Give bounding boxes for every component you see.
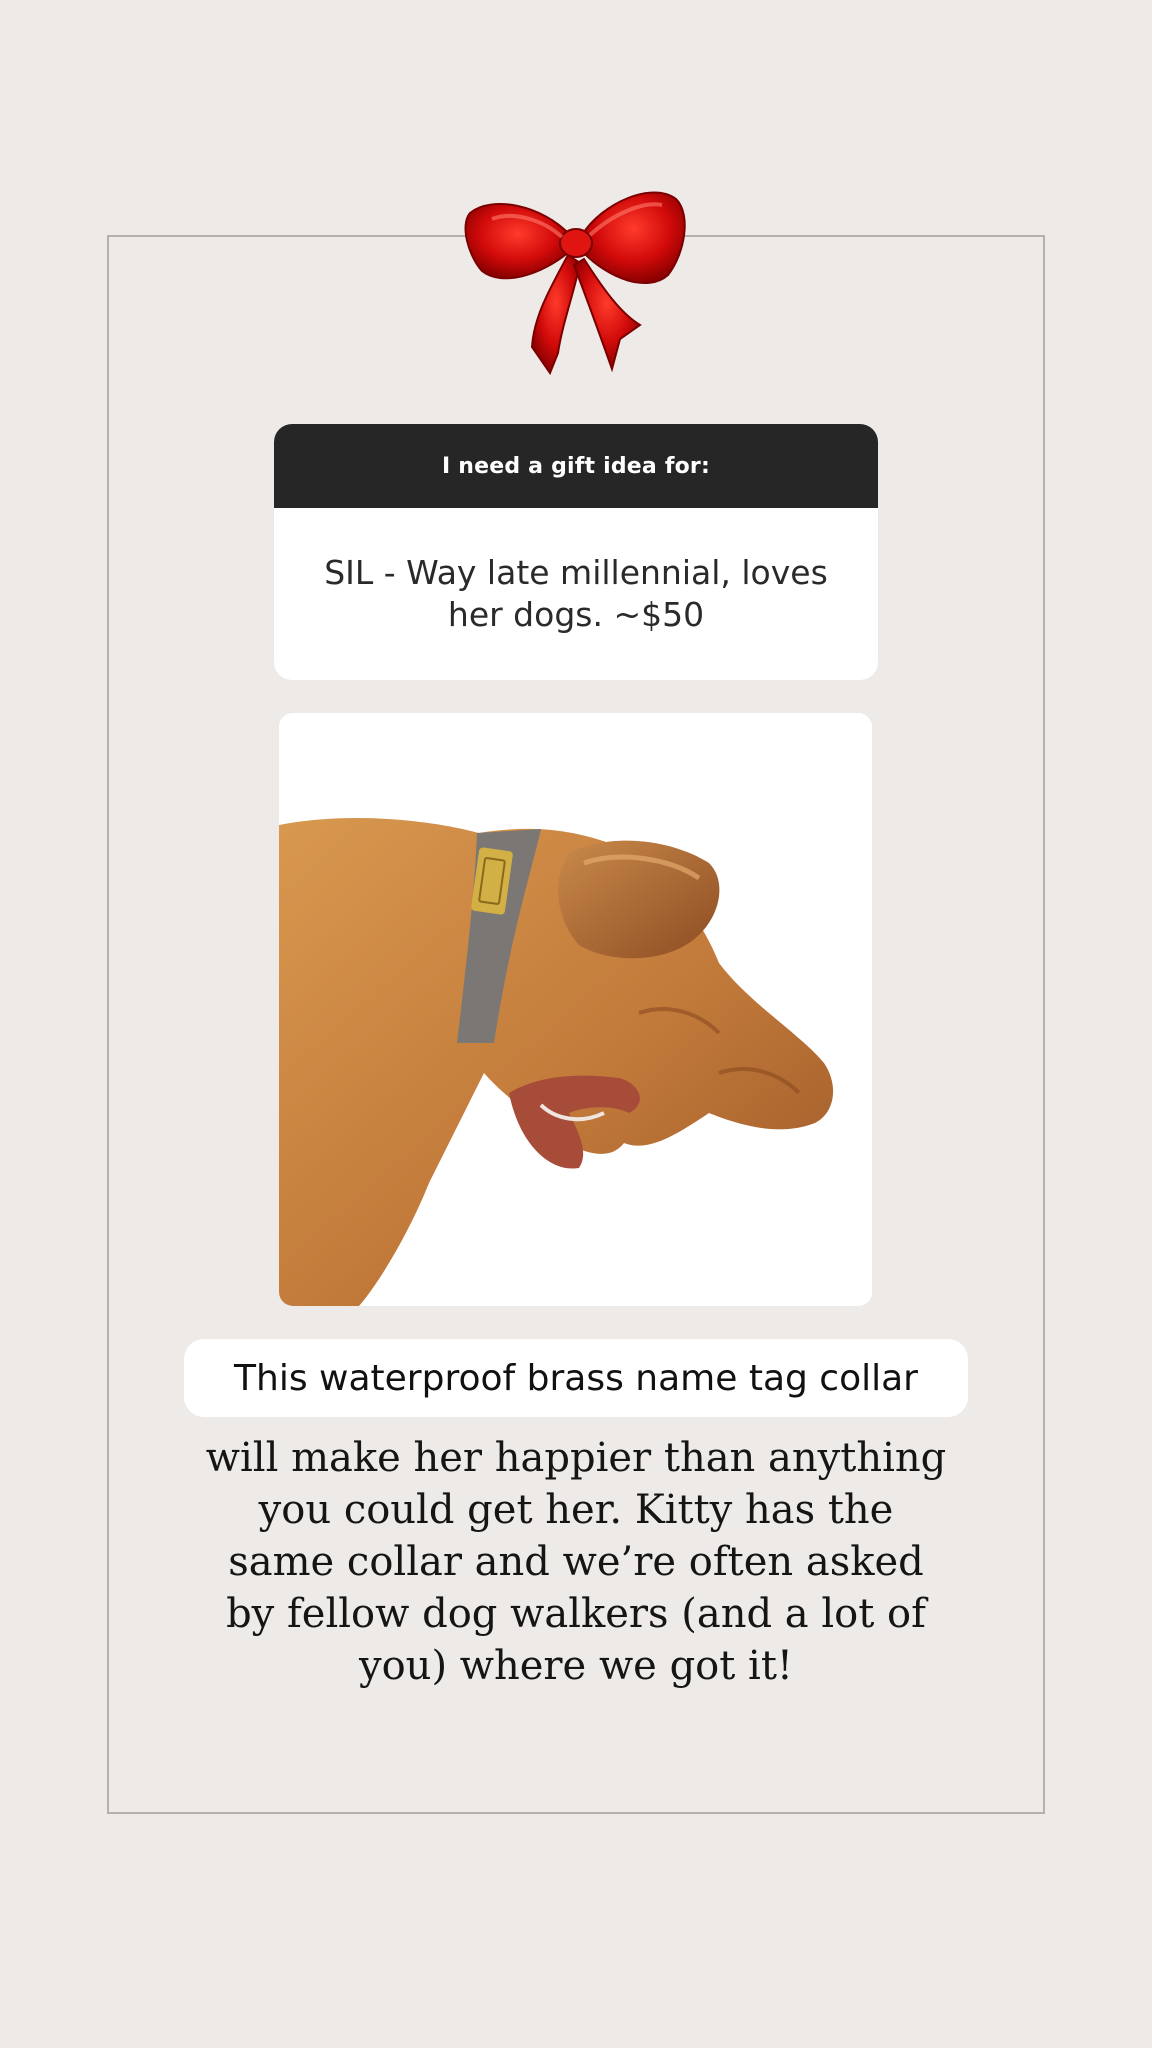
red-bow-icon: [462, 175, 690, 375]
dog-collar-photo[interactable]: [279, 713, 872, 1306]
product-label: This waterproof brass name tag collar: [184, 1339, 968, 1417]
question-answer: SIL - Way late millennial, loves her dogs. ~$50: [324, 553, 828, 634]
caption-text: will make her happier than anything you could get her. Kitty has the same collar and we’re often asked by fellow dog walkers (and a lot of you) where we got it!: [205, 1435, 947, 1689]
question-sticker[interactable]: [274, 424, 878, 680]
question-prompt: I need a gift idea for:: [274, 424, 878, 508]
